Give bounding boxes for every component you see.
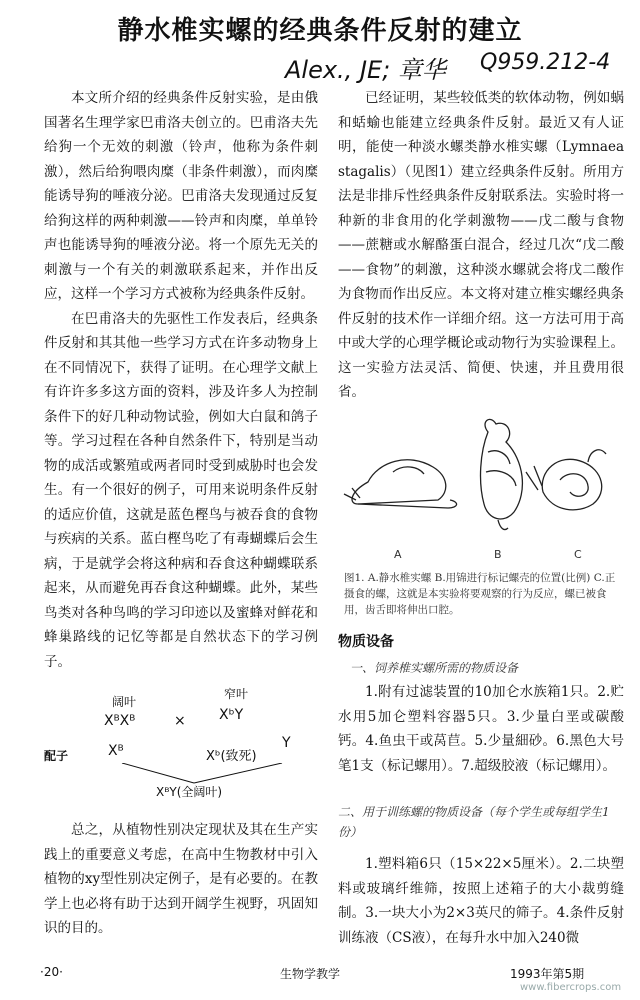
handwritten-author: Alex., JE; 章华 — [285, 56, 446, 84]
gamete-3: Y — [282, 735, 291, 751]
genetics-cross-diagram — [44, 685, 318, 805]
gamete-2: Xᵇ(致死) — [206, 749, 257, 764]
article-title: 静水椎实螺的经典条件反射的建立 — [117, 16, 523, 46]
materials-list-2 — [338, 852, 624, 950]
figure-caption: 图1. A.静水椎实螺 B.用锦进行标记螺壳的位置(比例) C.正摄食的螺，这就是本实验将要观察的行为反应，螺已被食用，齿舌即将伸出口腔。 — [344, 572, 616, 616]
parent1-genotype: XᴮXᴮ — [104, 713, 136, 729]
gamete-label: 配子 — [44, 749, 69, 763]
materials-list-1-text: 1.附有过滤装置的10加仑水族箱1只。2.贮水用5加仑塑料容器5只。3.少量白垩或碳酸钙。4.鱼虫干或莴苣。5.少量細砂。6.黑色大号笔1支（标记螺用）。7.超级胶液（标记螺用）。 — [338, 684, 624, 774]
figure-panel-labels — [338, 548, 624, 568]
journal-name: 生物学教学 — [280, 967, 341, 981]
parent2-label: 窄叶 — [224, 687, 249, 701]
left-column — [44, 86, 318, 674]
handwritten-class-code: Q959.212-4 — [480, 50, 611, 75]
left-conclusion-paragraph: 总之，从植物性别决定现状及其在生产实践上的重要意义考虑，在高中生物教材中引入植物的xy型性别决定例子，是有必要的。在教学上也必将有助于达到开阔学生视野，巩固知识的目的。 — [44, 822, 318, 936]
materials-list-2-text: 1.塑料箱6只（15×22×5厘米）。2.二块塑料或玻璃纤维筛，按照上述箱子的大小裁剪缝制。3.一块大小为2×3英尺的筛子。4.条件反射训练液（CS液），在每升水中加入240微 — [338, 856, 624, 946]
page-number: ·20· — [40, 965, 63, 979]
materials-heading: 物质设备 — [338, 634, 394, 650]
offspring-genotype: XᴮY(全阔叶) — [156, 785, 223, 799]
parent1-label: 阔叶 — [112, 695, 137, 709]
figure-label-a: A — [394, 548, 402, 561]
left-paragraph-1: 本文所介绍的经典条件反射实验，是由俄国著名生理学家巴甫洛夫创立的。巴甫洛夫先给狗一个无效的刺激（铃声，他称为条件刺激），然后给狗喂肉糜（非条件刺激），而肉糜能诱导狗的唾液分泌。巴甫洛夫发现通过反复给狗这样的两种刺激——铃声和肉糜，单单铃声也能诱导狗的唾液分泌。将一个原先无关的刺激与一个有关的刺激联系起来，并作出反应，这样一个学习方式被称为经典条件反射。 — [44, 90, 318, 302]
parent2-genotype: XᵇY — [219, 707, 244, 723]
gamete-1: Xᴮ — [108, 743, 124, 759]
left-conclusion — [44, 818, 318, 941]
right-paragraph-1: 已经证明，某些较低类的软体动物，例如蜗和蛞蝓也能建立经典条件反射。最近又有人证明，能使一种淡水螺类静水椎实螺（Lymnaea stagalis）（见图1）建立经典条件反射。所用方法是非排斥性经典条件反射联系法。实验时将一种新的非食用的化学刺激物——戊二酸与食物——蔗糖或水解酪蛋白混合，经过几次“戊二酸——食物”的刺激，这种淡水螺就会将戊二酸作为食物而作出反应。本文将对建立椎实螺经典条件反射的技术作一详细介绍。这一方法可用于高中或大学的心理学概论或动物行为实验课程上。这一实验方法灵活、简便、快速，并且费用很省。 — [338, 90, 624, 400]
left-paragraph-2: 在巴甫洛夫的先驱性工作发表后，经典条件反射和其其他一些学习方式在许多动物身上在不同情况下，获得了证明。在心理学文献上有许许多多这方面的资料，涉及许多人为控制条件下的好几种动物试验，例如大白鼠和鸽子等。学习过程在各种自然条件下，特别是当动物的成活或繁殖或两者同时受到威胁时也会发生。有一个很好的例子，可用来说明条件反射的适应价值，这就是蓝色樫鸟与被吞食的食物与疾病的关系。蓝白樫鸟吃了有毒蝴蝶后会生病，于是就学会将这种病和吞食这种蝴蝶联系起来，从而避免再吞食这种蝴蝶。此外，某些鸟类对各种鸟鸣的学习印迹以及蜜蜂对鲜花和蜂巢路线的记忆等都是自然状态下的学习例子。 — [44, 310, 318, 670]
cross-symbol: × — [174, 713, 186, 729]
materials-subheading-2: 二、用于训练螺的物质设备（每个学生或每组学生1份） — [338, 805, 610, 839]
materials-subheading-1: 一、饲养椎实螺所需的物质设备 — [350, 661, 519, 675]
figure-label-b: B — [494, 548, 502, 561]
figure-label-c: C — [574, 548, 582, 561]
materials-list-1 — [338, 680, 624, 778]
right-column — [338, 86, 624, 405]
watermark-text: www.fibercrops.com — [520, 982, 622, 993]
journal-issue: 1993年第5期 — [510, 967, 585, 981]
